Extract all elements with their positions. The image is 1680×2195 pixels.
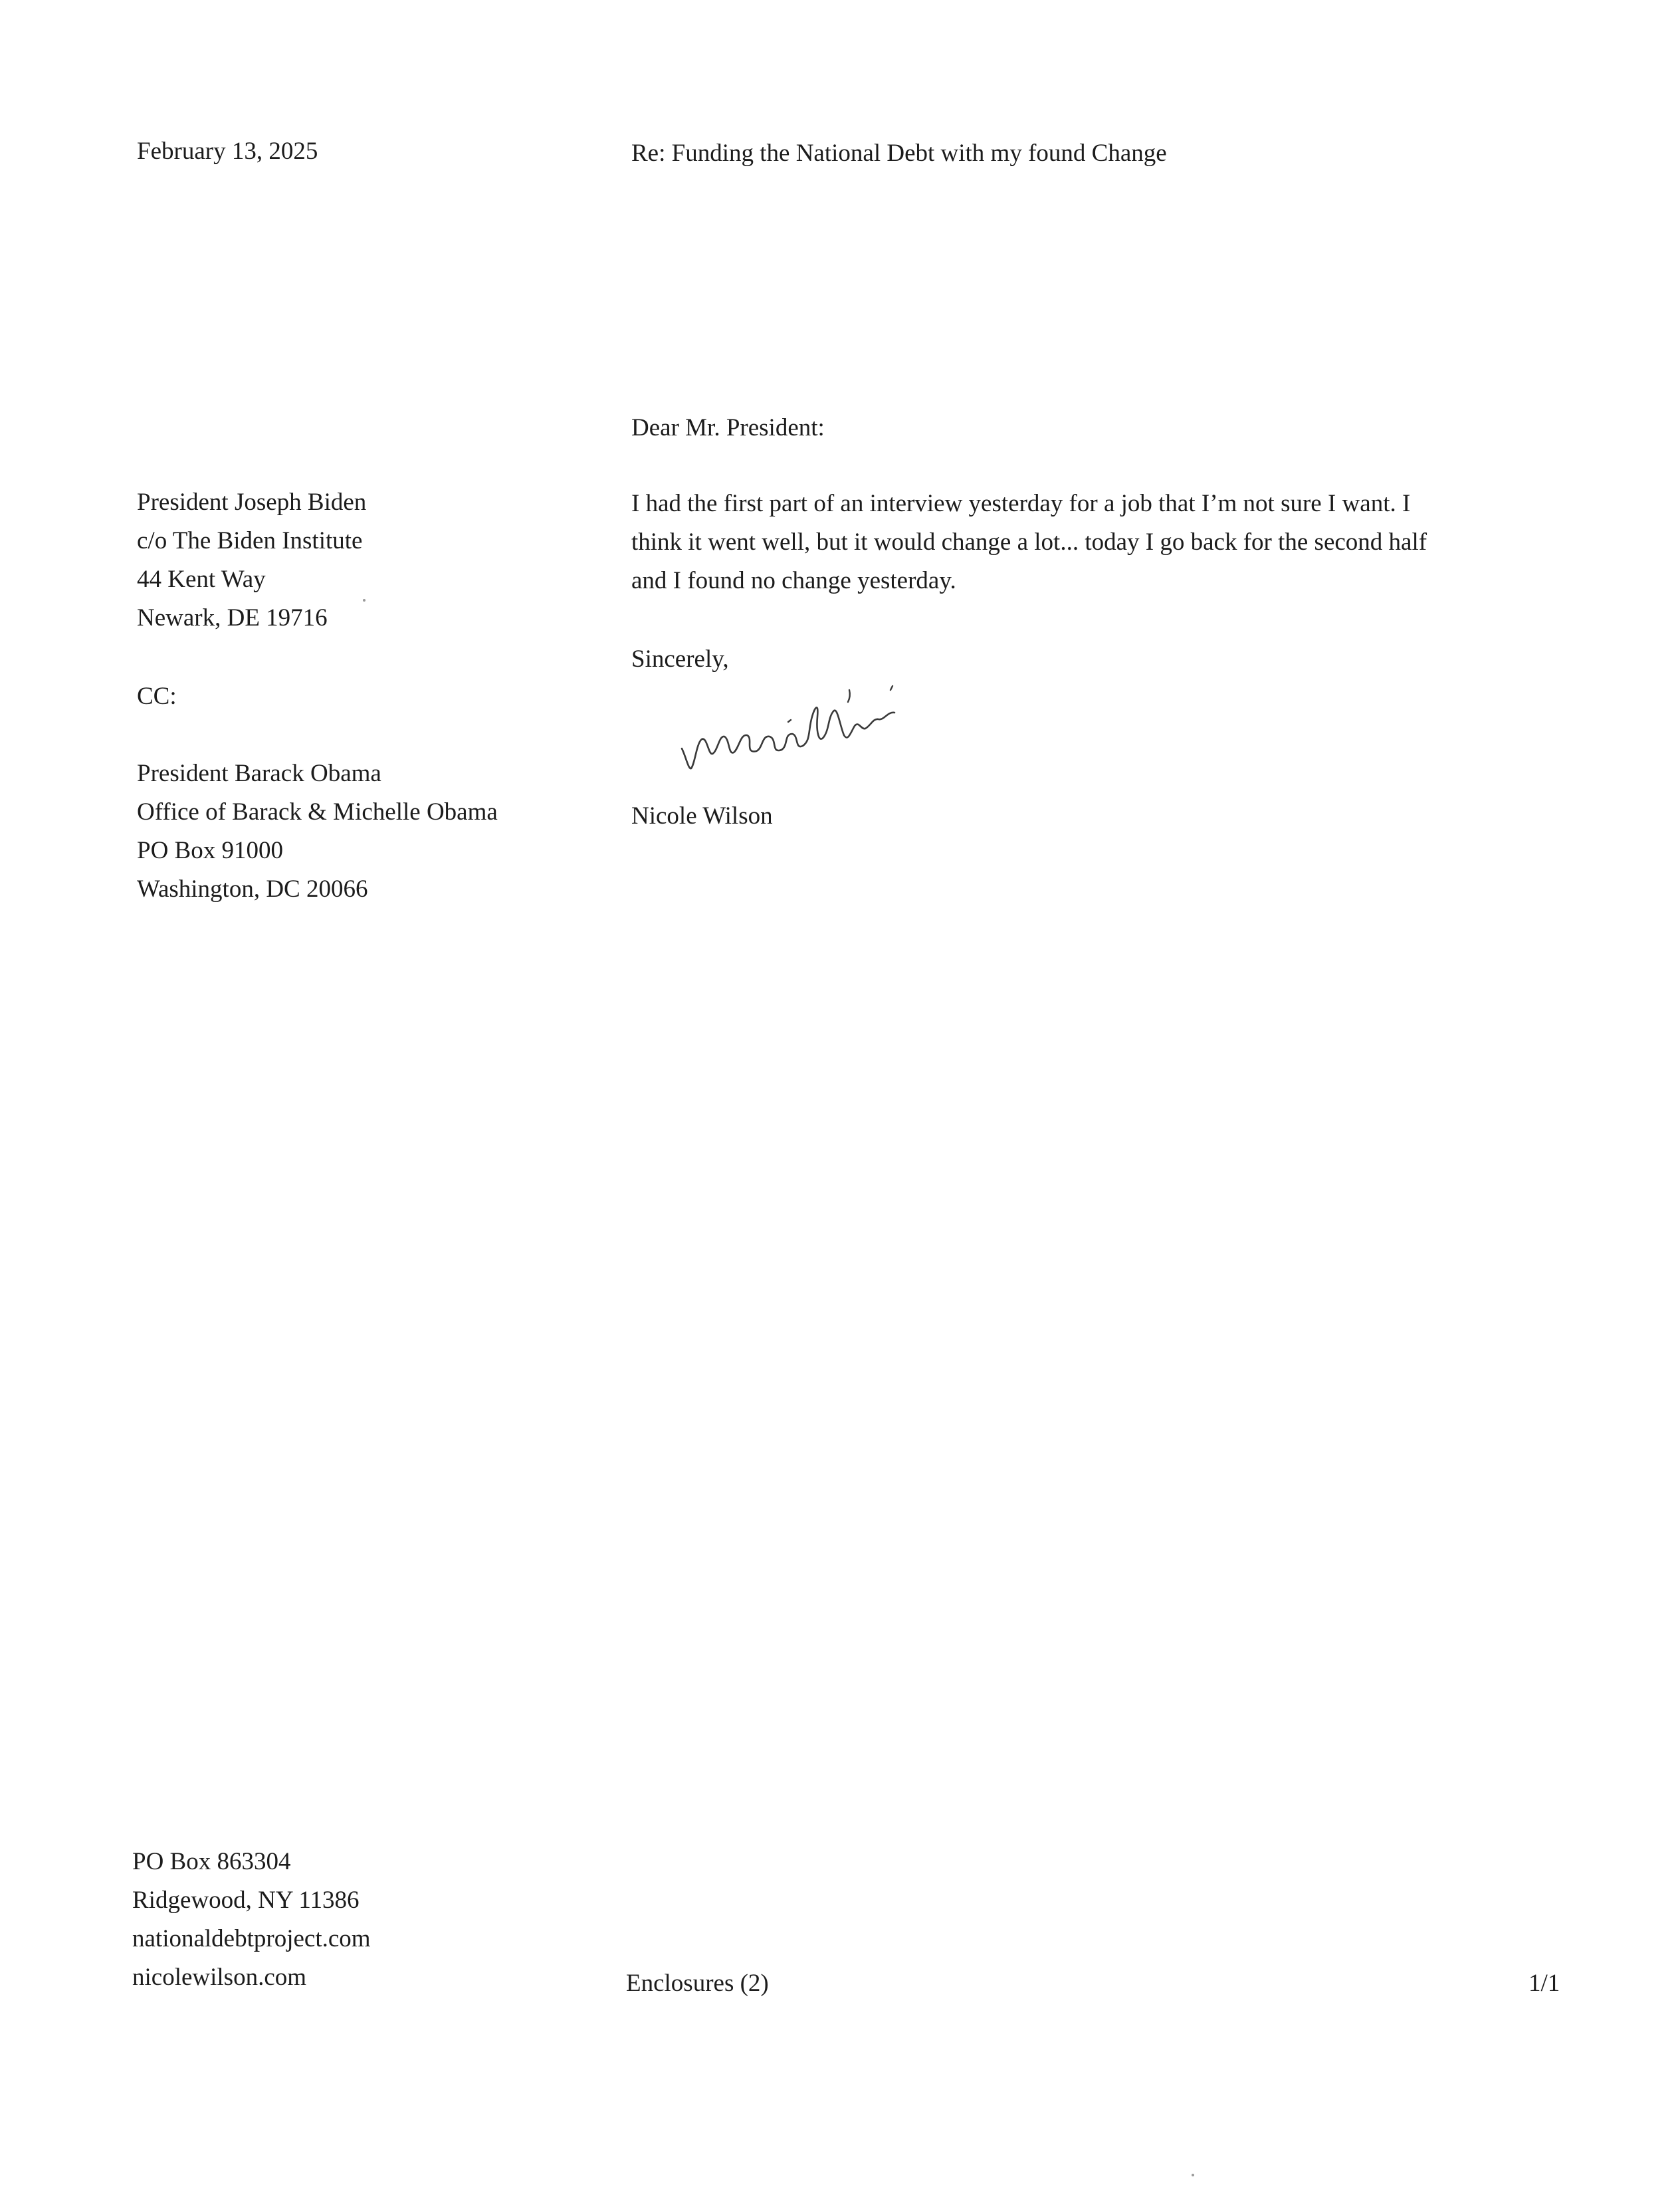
recipient-address xyxy=(137,483,366,637)
body-line: and I found no change yesterday. xyxy=(631,567,956,594)
scan-speck xyxy=(1192,2174,1194,2176)
salutation xyxy=(631,409,825,447)
recipient-line: c/o The Biden Institute xyxy=(137,527,363,554)
letter-date xyxy=(137,132,318,171)
recipient-line: 44 Kent Way xyxy=(137,566,266,593)
sender-website: nicolewilson.com xyxy=(132,1964,307,1991)
handwritten-signature xyxy=(671,670,964,783)
body-line: think it went well, but it would change a lot... today I go back for the second half xyxy=(631,528,1427,556)
signer-name-text: Nicole Wilson xyxy=(631,802,773,830)
cc-recipient-line: Washington, DC 20066 xyxy=(137,875,368,903)
cc-recipient-address xyxy=(137,754,498,909)
page-number xyxy=(1528,1964,1560,2003)
closing-text: Sincerely, xyxy=(631,645,729,673)
sender-address-line: PO Box 863304 xyxy=(132,1848,291,1875)
salutation-text: Dear Mr. President: xyxy=(631,414,825,441)
subject-text: Re: Funding the National Debt with my found Change xyxy=(631,140,1167,167)
letter-body xyxy=(631,485,1427,600)
body-line: I had the first part of an interview yesterday for a job that I’m not sure I want. I xyxy=(631,490,1411,517)
recipient-line: President Joseph Biden xyxy=(137,489,367,516)
cc-label xyxy=(137,677,177,716)
sender-address-line: Ridgewood, NY 11386 xyxy=(132,1887,360,1914)
sender-website: nationaldebtproject.com xyxy=(132,1925,371,1952)
scan-speck xyxy=(363,599,366,602)
page-number-text: 1/1 xyxy=(1528,1970,1560,1997)
cc-recipient-line: Office of Barack & Michelle Obama xyxy=(137,798,498,826)
signer-name xyxy=(631,797,773,836)
letter-subject xyxy=(631,134,1167,173)
cc-label-text: CC: xyxy=(137,683,177,710)
enclosures-note xyxy=(626,1964,769,2003)
recipient-line: Newark, DE 19716 xyxy=(137,604,328,632)
enclosures-text: Enclosures (2) xyxy=(626,1970,769,1997)
signature-scribble xyxy=(671,670,964,783)
sender-address xyxy=(132,1843,371,1997)
cc-recipient-line: President Barack Obama xyxy=(137,760,381,787)
cc-recipient-line: PO Box 91000 xyxy=(137,837,283,864)
date-text: February 13, 2025 xyxy=(137,138,318,165)
